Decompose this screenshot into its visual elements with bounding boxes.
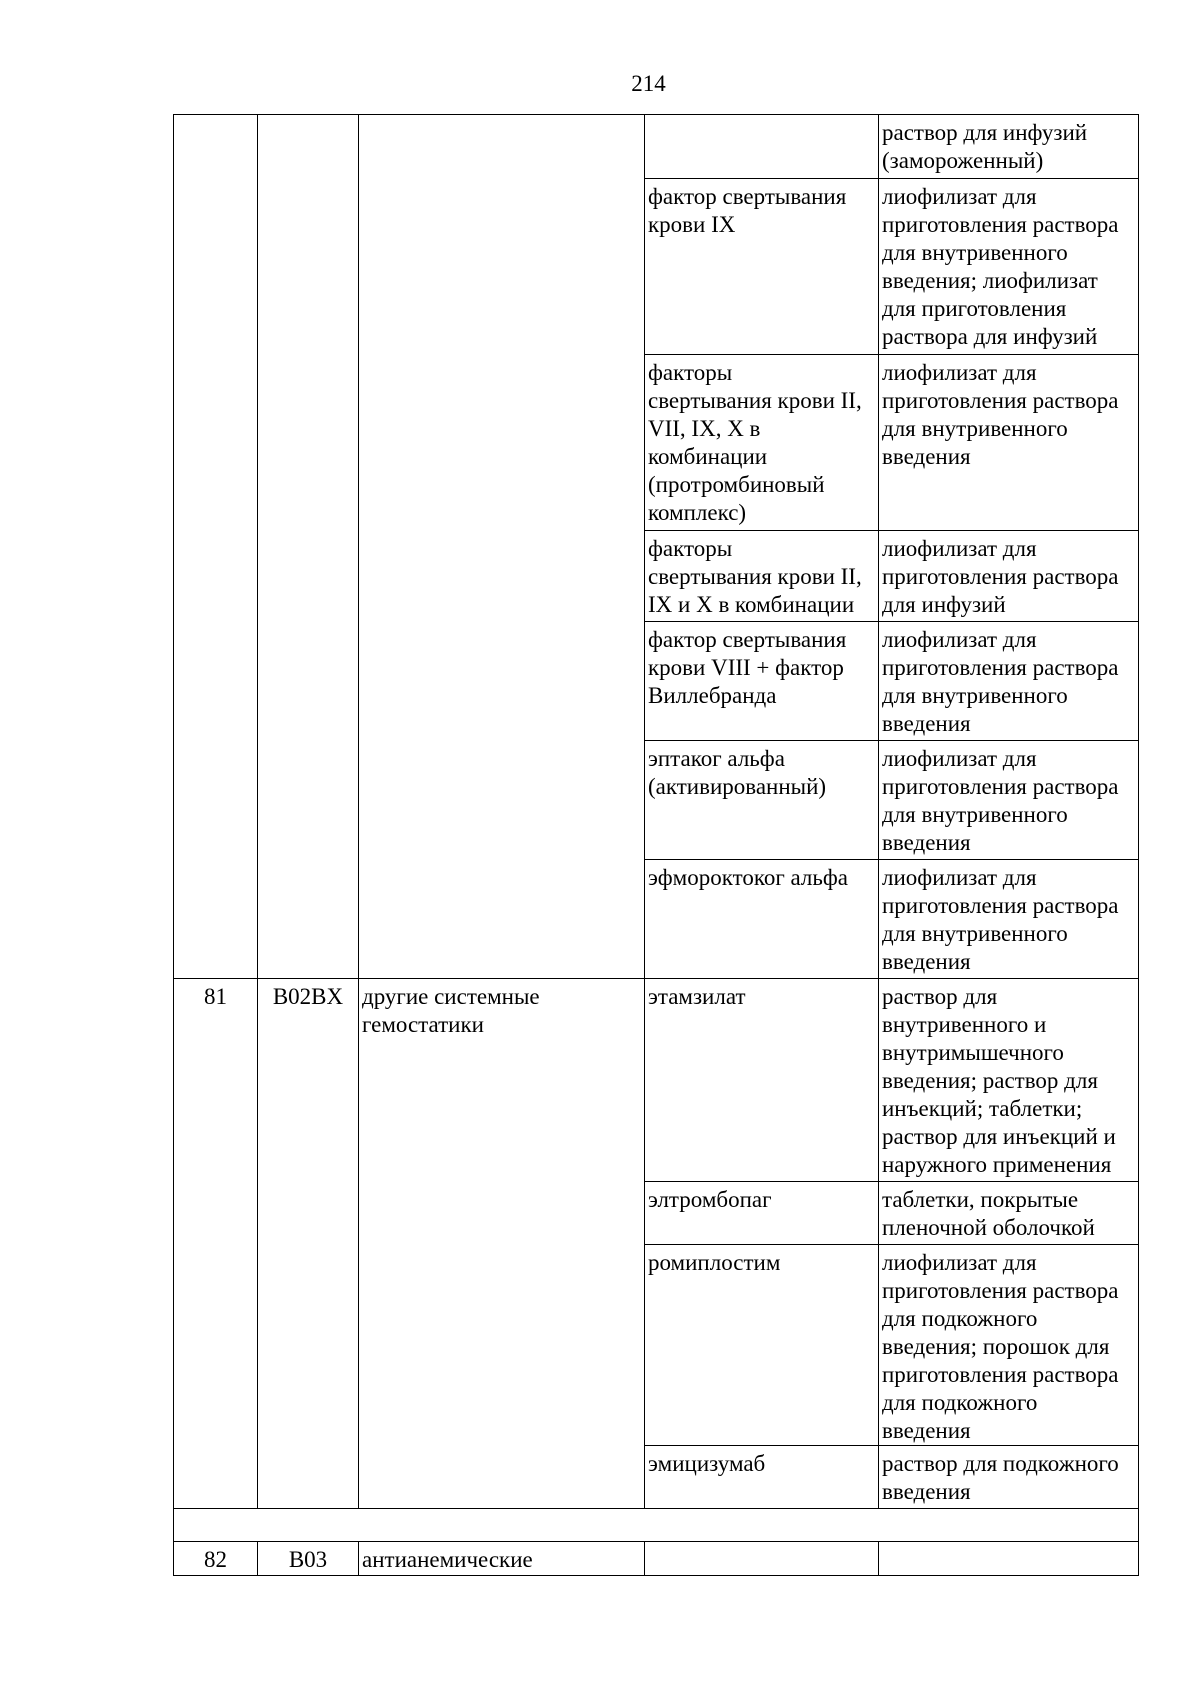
drug-name-cell: факторы свертывания крови II, IX и X в комбинации bbox=[645, 531, 879, 622]
atc-code-cell bbox=[258, 115, 359, 979]
dosage-form-cell: таблетки, покрытые пленочной оболочкой bbox=[879, 1182, 1139, 1245]
page-number: 214 bbox=[631, 71, 666, 96]
group-name-cell: другие системные гемостатики bbox=[359, 979, 645, 1509]
dosage-form-cell: лиофилизат для приготовления раствора для внутривенного введения bbox=[879, 741, 1139, 860]
row-number-cell: 82 bbox=[174, 1542, 258, 1576]
dosage-form-cell: лиофилизат для приготовления раствора для внутривенного введения; лиофилизат для приготовления раствора для инфузий bbox=[879, 179, 1139, 355]
row-number-cell: 81 bbox=[174, 979, 258, 1509]
drug-name-cell: этамзилат bbox=[645, 979, 879, 1182]
group-name-cell: антианемические bbox=[359, 1542, 645, 1576]
table-row bbox=[174, 979, 1139, 1182]
dosage-form-cell: лиофилизат для приготовления раствора для внутривенного введения bbox=[879, 622, 1139, 741]
dosage-form-cell: раствор для инфузий (замороженный) bbox=[879, 115, 1139, 179]
atc-code-cell: B03 bbox=[258, 1542, 359, 1576]
drug-name-cell: эмицизумаб bbox=[645, 1446, 879, 1509]
spacer-row bbox=[174, 1509, 1139, 1542]
dosage-form-cell: лиофилизат для приготовления раствора для внутривенного введения bbox=[879, 355, 1139, 531]
drug-name-cell: фактор свертывания крови VIII + фактор Виллебранда bbox=[645, 622, 879, 741]
dosage-form-cell: раствор для внутривенного и внутримышечного введения; раствор для инъекций; таблетки; раствор для инъекций и наружного применения bbox=[879, 979, 1139, 1182]
drug-name-cell: эптаког альфа (активированный) bbox=[645, 741, 879, 860]
dosage-form-cell: лиофилизат для приготовления раствора для внутривенного введения bbox=[879, 860, 1139, 979]
dosage-form-cell bbox=[879, 1542, 1139, 1576]
drug-name-cell bbox=[645, 1542, 879, 1576]
group-name-cell bbox=[359, 115, 645, 979]
drug-name-cell: элтромбопаг bbox=[645, 1182, 879, 1245]
spacer-cell bbox=[174, 1509, 1139, 1542]
dosage-form-cell: лиофилизат для приготовления раствора для инфузий bbox=[879, 531, 1139, 622]
atc-code-cell: B02BX bbox=[258, 979, 359, 1509]
dosage-form-cell: лиофилизат для приготовления раствора для подкожного введения; порошок для приготовления раствора для подкожного введения bbox=[879, 1245, 1139, 1446]
dosage-form-cell: раствор для подкожного введения bbox=[879, 1446, 1139, 1509]
drug-name-cell: эфмороктоког альфа bbox=[645, 860, 879, 979]
drug-table bbox=[173, 114, 1139, 1576]
drug-name-cell: ромиплостим bbox=[645, 1245, 879, 1446]
drug-name-cell: фактор свертывания крови IX bbox=[645, 179, 879, 355]
drug-name-cell bbox=[645, 115, 879, 179]
drug-name-cell: факторы свертывания крови II, VII, IX, X в комбинации (протромбиновый комплекс) bbox=[645, 355, 879, 531]
row-number-cell bbox=[174, 115, 258, 979]
table-row bbox=[174, 1542, 1139, 1576]
table-row bbox=[174, 115, 1139, 179]
